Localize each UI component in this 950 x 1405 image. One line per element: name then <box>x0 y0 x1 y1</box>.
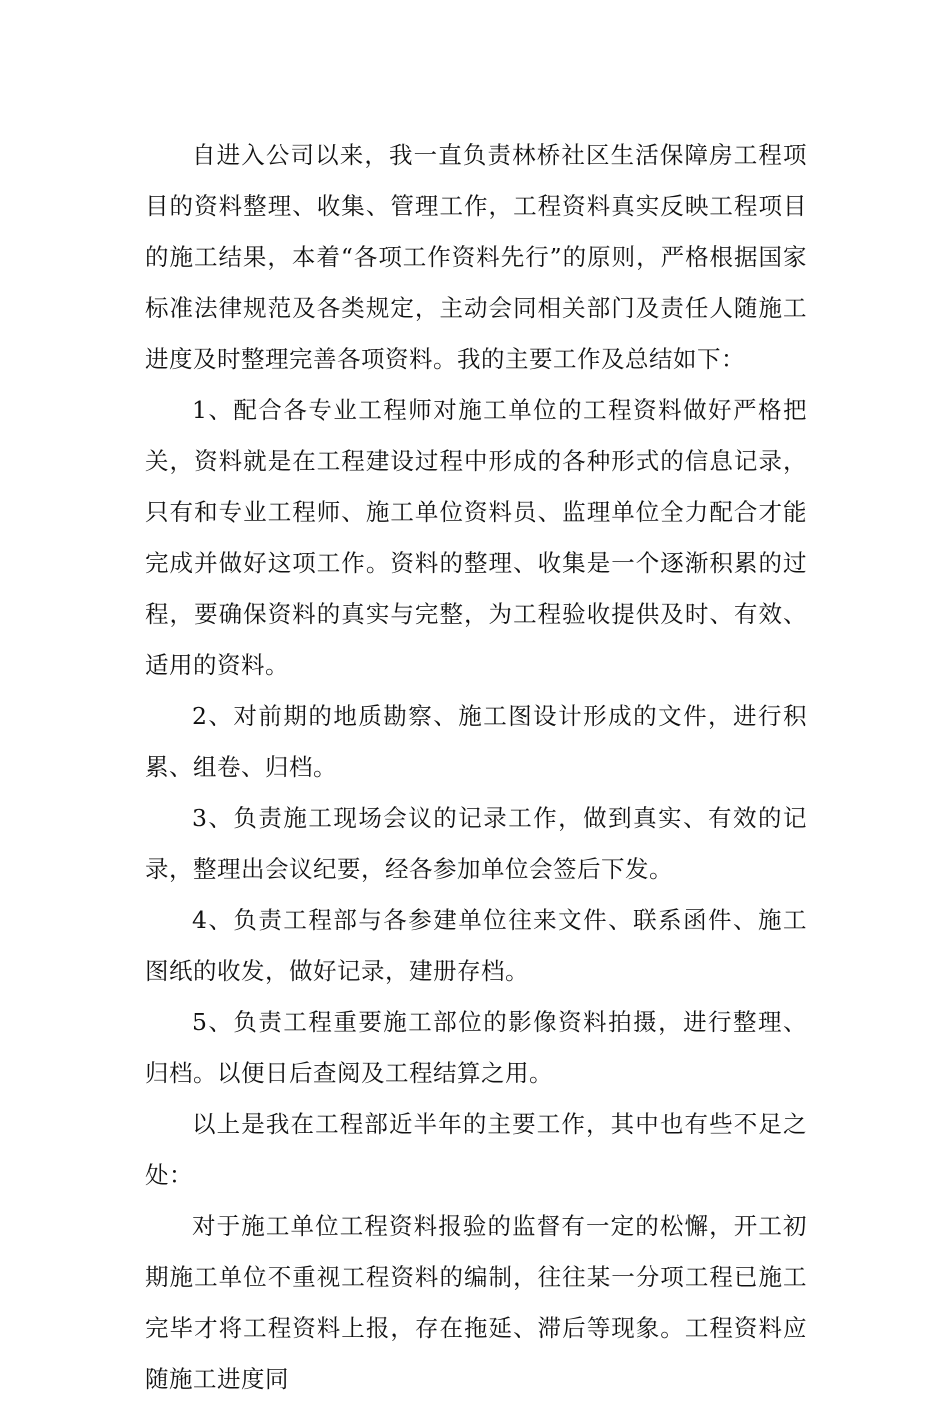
paragraph-intro: 自进入公司以来，我一直负责林桥社区生活保障房工程项目的资料整理、收集、管理工作，工程资料真实反映工程项目的施工结果，本着“各项工作资料先行”的原则，严格根据国家标准法律规范及各类规定，主动会同相关部门及责任人随施工进度及时整理完善各项资料。我的主要工作及总结如下： <box>145 141 807 373</box>
document-body <box>145 130 807 1405</box>
paragraph-shortcomings: 对于施工单位工程资料报验的监督有一定的松懈，开工初期施工单位不重视工程资料的编制，往往某一分项工程已施工完毕才将工程资料上报，存在拖延、滞后等现象。工程资料应随施工进度同 <box>145 1212 807 1393</box>
paragraph-item-4: 4、负责工程部与各参建单位往来文件、联系函件、施工图纸的收发，做好记录，建册存档。 <box>145 906 807 985</box>
paragraph-summary: 以上是我在工程部近半年的主要工作，其中也有些不足之处： <box>145 1110 807 1189</box>
paragraph-item-5: 5、负责工程重要施工部位的影像资料拍摄，进行整理、归档。以便日后查阅及工程结算之用。 <box>145 1008 807 1087</box>
paragraph-item-2: 2、对前期的地质勘察、施工图设计形成的文件，进行积累、组卷、归档。 <box>145 702 807 781</box>
paragraph-item-1: 1、配合各专业工程师对施工单位的工程资料做好严格把关，资料就是在工程建设过程中形成的各种形式的信息记录，只有和专业工程师、施工单位资料员、监理单位全力配合才能完成并做好这项工作。资料的整理、收集是一个逐渐积累的过程，要确保资料的真实与完整，为工程验收提供及时、有效、适用的资料。 <box>145 396 807 679</box>
paragraph-item-3: 3、负责施工现场会议的记录工作，做到真实、有效的记录，整理出会议纪要，经各参加单位会签后下发。 <box>145 804 807 883</box>
